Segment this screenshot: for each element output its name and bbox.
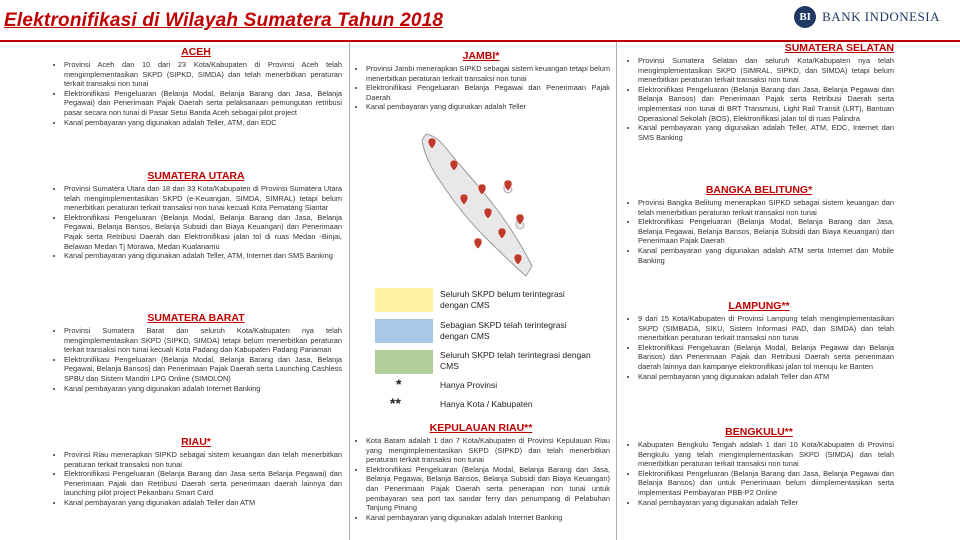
bullet: • 9 dari 15 Kota/Kabupaten di Provinsi Lampung telah mengimplementasikan SKPD (SIMBADA, SIKU, Sistem Informasi PAD, dan SIMDA) dan telah menerbitkan peraturan terkait transaksi non tunai <box>638 314 894 343</box>
bullet: • Provinsi Riau menerapkan SIPKD sebagai sistem keuangan dan telah menerbitkan peraturan terkait transaksi non tunai <box>64 450 342 469</box>
bullet: • Provinsi Bangka Belitung menerapkan SIPKD sebagai sistem keuangan dan telah menerbitkan peraturan terkait transaksi non tunai <box>638 198 894 217</box>
legend-swatch-fully-integrated <box>375 350 433 374</box>
legend-label-partially-integrated: Sebagian SKPD telah terintegrasi dengan CMS <box>440 320 567 341</box>
region-kepulauan-riau <box>352 422 610 538</box>
region-bullets-riau <box>50 450 342 508</box>
region-sumatera-selatan <box>624 42 894 182</box>
bullet: • Elektronifikasi Pengeluaran (Belanja Barang dan Jasa, Belanja Pegawai dan Belanja Bansos) dan untuk Penerimaan belum diimplementasikan serta implementasi Pembayaran PBB-P2 Online <box>638 469 894 498</box>
region-heading-jambi: JAMBI* <box>462 50 500 62</box>
region-bullets-bangka-belitung <box>624 198 894 265</box>
region-sumatera-barat <box>50 312 342 424</box>
bullet: • Elektronifikasi Pengeluaran (Belanja Modal, Belanja Barang dan Jasa, Belanja Pegawai, Belanja Bansos, Belanja Subsidi dan Biaya Keuangan) dan Penerimaan Pajak serta Retribusi Daerah dan Elektronifikasi jalan tol di ruas Medan -Binjai, Belawan Medan Tj Morawa, Medan Kualanamu <box>64 213 342 251</box>
legend-swatch-not-integrated <box>375 288 433 312</box>
bullet: • Provinsi Jambi menerapkan SIPKD sebagai sistem keuangan tetapi belum menerbitkan peraturan terkait transaksi non tunai <box>366 64 610 83</box>
region-jambi <box>352 50 610 132</box>
region-bullets-bengkulu <box>624 440 894 507</box>
bullet: • Elektronifikasi Pengeluaran (Belanja Barang dan Jasa serta Belanja Pegawai) dan Penerimaan Pajak dan Retribusi Daerah serta penerimaan daerah lainnya dan launching pilot project Pekanbaru Smart Card <box>64 469 342 498</box>
page-title: Elektronifikasi di Wilayah Sumatera Tahun 2018 <box>4 10 444 31</box>
bank-indonesia-emblem-icon: BI <box>794 6 816 28</box>
region-heading-sumatera-barat: SUMATERA BARAT <box>147 312 245 324</box>
bullet: • Provinsi Sumatera Selatan dan seluruh Kota/Kabupaten nya telah mengimplementasikan SKPD (SIMRAL, SIPKD, dan SIMDA) tetapi belum menerbitkan peraturan terkait transaksi non tunai <box>638 56 894 85</box>
column-divider-left <box>349 42 350 540</box>
bullet: • Kanal pembayaran yang digunakan adalah Teller <box>366 102 610 112</box>
legend-label-single-star: Hanya Provinsi <box>440 380 498 390</box>
region-heading-bangka-belitung: BANGKA BELITUNG* <box>705 184 813 196</box>
map-pin-icon[interactable] <box>474 238 482 249</box>
region-riau <box>50 436 342 538</box>
sumatera-map <box>420 130 540 280</box>
region-bullets-kepulauan-riau <box>352 436 610 522</box>
bullet: • Kanal pembayaran yang digunakan adalah Internet Banking <box>366 513 610 523</box>
region-lampung <box>624 300 894 416</box>
bullet: • Provinsi Aceh dan 10 dari 23 Kota/Kabupaten di Provinsi Aceh telah mengimplementasikan SKPD (SIPKD, SIMDA) dan telah menerbitkan peraturan terkait transaksi non tunai <box>64 60 342 89</box>
legend-single-star: * <box>396 376 402 392</box>
region-heading-lampung: LAMPUNG** <box>728 300 790 312</box>
region-bullets-sumatera-selatan <box>624 56 894 142</box>
bullet: • Elektronifikasi Pengeluaran (Belanja Modal, Belanja Barang dan Jasa, Belanja Pegawai, Belanja Bansos, Belanja Subsidi dan Biaya Keuangan) dan Penerimaan Pajak Daerah serta penerapan non tunai untuk pembayaran sea port tax sandar ferry dan penumpang di Pelabuhan Tanjung Pinang <box>366 465 610 513</box>
legend-label-double-star: Hanya Kota / Kabupaten <box>440 399 533 409</box>
bullet: • Kanal pembayaran yang digunakan adalah Internet Banking <box>64 384 342 394</box>
legend-label-fully-integrated: Seluruh SKPD telah terintegrasi dengan CMS <box>440 350 591 371</box>
region-aceh <box>50 46 342 166</box>
bullet: • Provinsi Sumatera Barat dan seluruh Kota/Kabupaten nya telah mengimplementasikan SKPD (SIPKD, SIMDA) tetapi belum menerbitkan peraturan terkait transaksi non tunai kecuali Kota Padang dan Kabupaten Padang Pariaman <box>64 326 342 355</box>
bullet: • Elektronifikasi Pengeluaran (Belanja Modal, Belanja Barang dan Jasa, Belanja Pegawai, Belanja Bansos) dan Penerimaan Pajak Daerah serta Launching Cashless SPBU dan Sistem Mandiri LPG Online (SIMOLON) <box>64 355 342 384</box>
map-legend <box>372 288 592 418</box>
region-bangka-belitung <box>624 184 894 296</box>
region-sumatera-utara <box>50 170 342 310</box>
bullet: • Elektronifikasi Pengeluaran (Belanja Modal, Belanja Pegawai dan Belanja Bansos) dan Penerimaan Pajak dan Retribusi Daerah serta penerimaan daerah lainnya dan kampanye elektronifikasi jalan tol menuju ke Banten <box>638 343 894 372</box>
region-bullets-jambi <box>352 64 610 112</box>
bullet: • Elektronifikasi Pengeluaran (Belanja Barang dan Jasa, Belanja Pegawai dan Belanja Bansos) dan Penerimaan Pajak serta Retribusi Daerah serta implementasi non tunai di BRT Transmusi, Light Rail Transit (LRT), Bantuan Operasional Sekolah (BOS), Elektronifikasi jalan tol di ruas Palindra <box>638 85 894 123</box>
bullet: • Elektronifikasi Pengeluaran (Belanja Modal, Belanja Barang dan Jasa, Belanja Pegawai) dan Penerimaan Pajak Daerah serta pelaksanaan pemungutan retribusi pasar secara non tunai di Pasar Setui Banda Aceh sebagai pilot project <box>64 89 342 118</box>
bullet: • Kabupaten Bengkulu Tengah adalah 1 dari 10 Kota/Kabupaten di Provinsi Bengkulu yang telah mengimplementasikan SKPD (SIMDA) dan telah menerbitkan peraturan terkait transaksi non tunai <box>638 440 894 469</box>
region-bullets-aceh <box>50 60 342 127</box>
region-heading-aceh: ACEH <box>181 46 211 58</box>
bank-indonesia-logo <box>794 6 940 28</box>
column-divider-right <box>616 42 617 540</box>
bullet: • Kota Batam adalah 1 dari 7 Kota/Kabupaten di Provinsi Kepulauan Riau yang mengimplementasikan SKPD (SIPKD) dan telah menerbitkan peraturan terkait transaksi non tunai <box>366 436 610 465</box>
region-heading-sumatera-utara: SUMATERA UTARA <box>147 170 245 182</box>
bullet: • Kanal pembayaran yang digunakan adalah Teller dan ATM <box>64 498 342 508</box>
region-bullets-sumatera-barat <box>50 326 342 393</box>
region-heading-sumatera-selatan: SUMATERA SELATAN <box>784 42 894 54</box>
logo-text: BANK INDONESIA <box>822 9 940 24</box>
region-heading-kepulauan-riau: KEPULAUAN RIAU** <box>429 422 533 434</box>
bullet: • Kanal pembayaran yang digunakan adalah Teller, ATM, dan EDC <box>64 118 342 128</box>
bullet: • Kanal pembayaran yang digunakan adalah Teller, ATM, EDC, Internet dan SMS Banking <box>638 123 894 142</box>
bullet: • Kanal pembayaran yang digunakan adalah ATM serta Internet dan Mobile Banking <box>638 246 894 265</box>
region-bullets-sumatera-utara <box>50 184 342 261</box>
legend-swatch-partially-integrated <box>375 319 433 343</box>
legend-double-star: ** <box>390 395 401 411</box>
bullet: • Kanal pembayaran yang digunakan adalah Teller <box>638 498 894 508</box>
bullet: • Elektronifikasi Pengeluaran (Belanja Modal, Belanja Barang dan Jasa, Belanja Pegawai, Belanja Bansos, Belanja Subsidi dan Biaya Keuangan) dan Penerimaan Pajak Daerah <box>638 217 894 246</box>
region-heading-bengkulu: BENGKULU** <box>725 426 793 438</box>
bullet: • Kanal pembayaran yang digunakan adalah Teller dan ATM <box>638 372 894 382</box>
bullet: • Provinsi Sumatera Utara dan 18 dari 33 Kota/Kabupaten di Provinsi Sumatera Utara telah mengimplementasikan SKPD (e-Keuangan, SIMDA, SIMRAL) tetapi belum menerbitkan peraturan terkait transaksi non tunai kecuali Kota Pematang Siantar <box>64 184 342 213</box>
region-bengkulu <box>624 426 894 538</box>
region-bullets-lampung <box>624 314 894 381</box>
bullet: • Kanal pembayaran yang digunakan adalah Teller, ATM, Internet dan SMS Banking <box>64 251 342 261</box>
bullet: • Elektronifikasi Pengeluaran Belanja Pegawai dan Penerimaan Pajak Daerah <box>366 83 610 102</box>
legend-label-not-integrated: Seluruh SKPD belum terintegrasi dengan CMS <box>440 289 565 310</box>
region-heading-riau: RIAU* <box>181 436 211 448</box>
